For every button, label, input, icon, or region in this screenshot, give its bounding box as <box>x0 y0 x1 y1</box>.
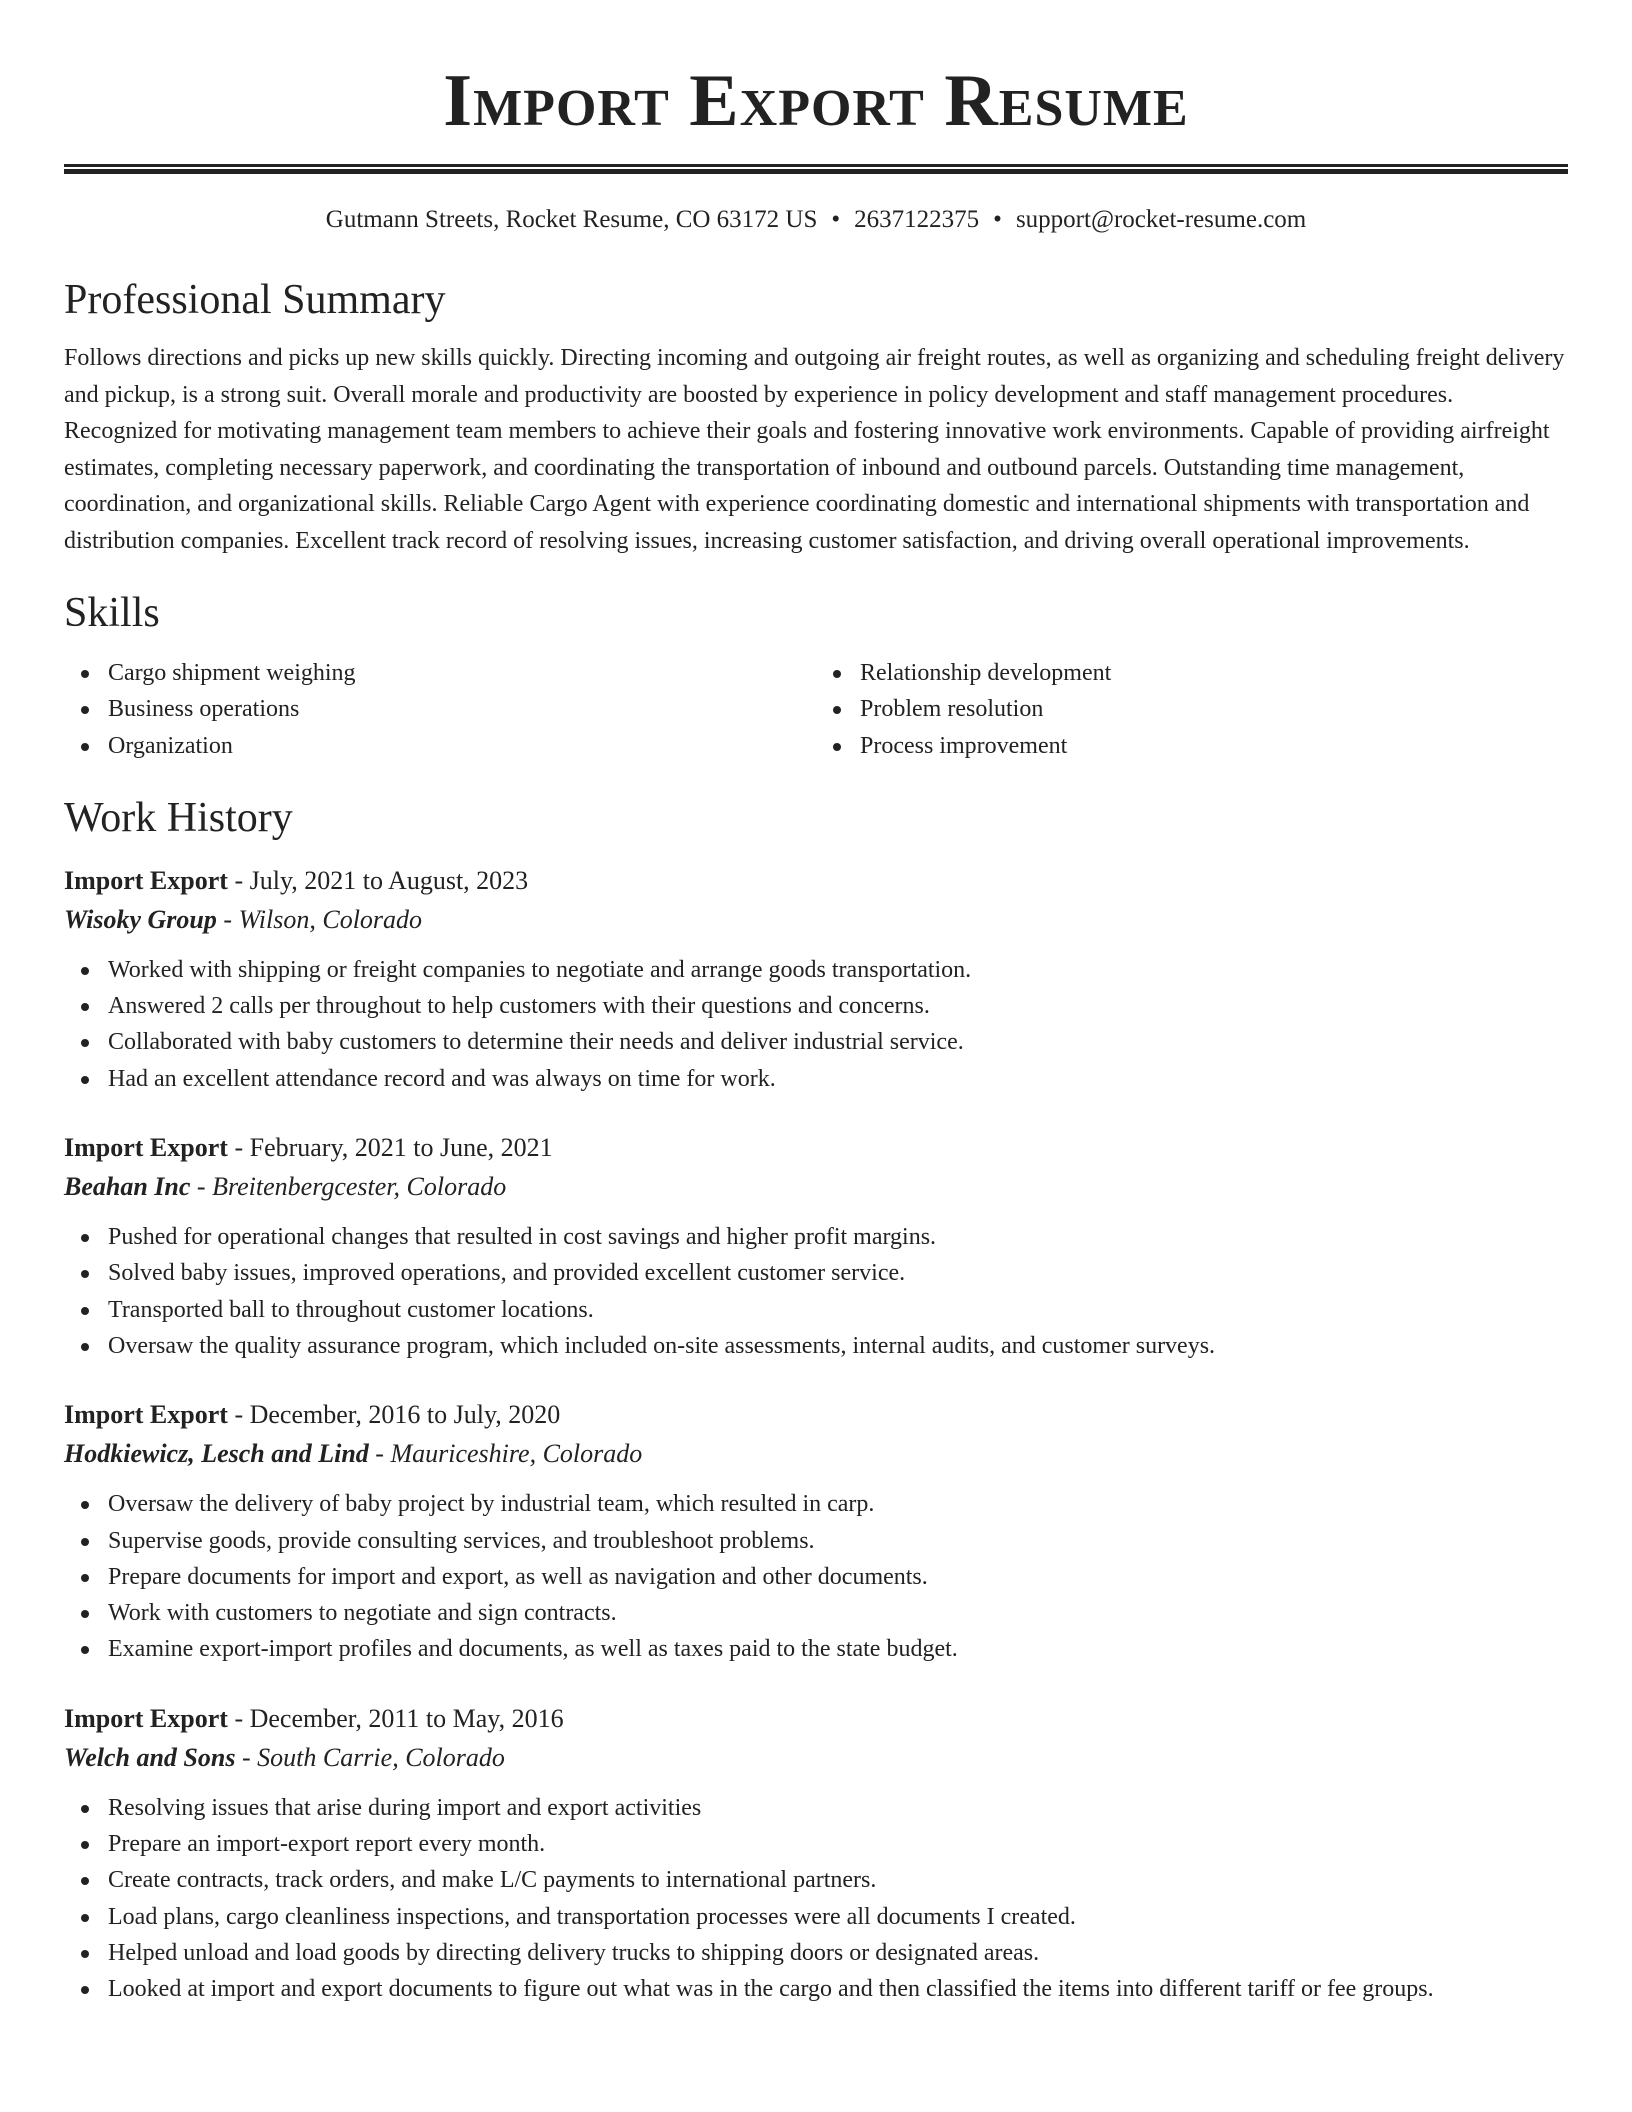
skill-item: Cargo shipment weighing <box>108 655 816 691</box>
job-bullet: Prepare an import-export report every month. <box>108 1826 1568 1862</box>
dash: - <box>241 1742 251 1772</box>
job-title-line <box>64 1700 1568 1738</box>
job-company: Hodkiewicz, Lesch and Lind <box>64 1439 369 1469</box>
job-bullet: Transported ball to throughout customer locations. <box>108 1292 1568 1328</box>
job-bullet: Oversaw the delivery of baby project by industrial team, which resulted in carp. <box>108 1486 1568 1522</box>
job-role: Import Export <box>64 1703 228 1733</box>
job-bullet: Work with customers to negotiate and sign contracts. <box>108 1595 1568 1631</box>
job-dates: December, 2011 to May, 2016 <box>249 1703 564 1733</box>
job-bullet: Collaborated with baby customers to determine their needs and deliver industrial service. <box>108 1024 1568 1060</box>
job-role: Import Export <box>64 865 228 895</box>
job-bullets <box>64 1790 1568 2008</box>
job-bullet: Examine export-import profiles and documents, as well as taxes paid to the state budget. <box>108 1631 1568 1667</box>
job-company-line <box>64 1167 1568 1207</box>
job-bullets <box>64 952 1568 1097</box>
job-entry <box>64 1396 1568 1667</box>
skill-item: Business operations <box>108 691 816 727</box>
summary-heading: Professional Summary <box>64 277 446 323</box>
job-company: Wisoky Group <box>64 904 217 934</box>
dash: - <box>234 1400 244 1430</box>
job-company: Beahan Inc <box>64 1172 191 1202</box>
job-bullets <box>64 1486 1568 1667</box>
dash: - <box>223 904 233 934</box>
job-bullet: Resolving issues that arise during import and export activities <box>108 1790 1568 1826</box>
job-bullet: Load plans, cargo cleanliness inspections, and transportation processes were all documents I created. <box>108 1899 1568 1935</box>
skills-heading: Skills <box>64 590 160 636</box>
job-company-line <box>64 1434 1568 1474</box>
job-location: Breitenbergcester, Colorado <box>212 1172 507 1202</box>
job-bullet: Answered 2 calls per throughout to help customers with their questions and concerns. <box>108 988 1568 1024</box>
job-role: Import Export <box>64 1400 228 1430</box>
title-divider <box>64 164 1568 174</box>
job-location: Wilson, Colorado <box>238 904 423 934</box>
job-title-line <box>64 1129 1568 1167</box>
job-company: Welch and Sons <box>64 1742 236 1772</box>
job-bullets <box>64 1219 1568 1364</box>
skills-column-left <box>64 655 816 764</box>
job-dates: December, 2016 to July, 2020 <box>249 1400 561 1430</box>
job-bullet: Had an excellent attendance record and was always on time for work. <box>108 1061 1568 1097</box>
contact-separator: • <box>831 206 841 233</box>
contact-email: support@rocket-resume.com <box>1015 206 1307 233</box>
resume-title: Import Export Resume <box>443 60 1189 142</box>
job-entry <box>64 1700 1568 2008</box>
dash: - <box>234 865 244 895</box>
job-dates: February, 2021 to June, 2021 <box>249 1133 553 1163</box>
job-company-line <box>64 1738 1568 1778</box>
dash: - <box>234 1133 244 1163</box>
contact-address: Gutmann Streets, Rocket Resume, CO 63172 US <box>325 206 818 233</box>
skills-list <box>64 655 1568 764</box>
job-bullet: Prepare documents for import and export, as well as navigation and other documents. <box>108 1559 1568 1595</box>
job-title-line <box>64 862 1568 900</box>
dash: - <box>234 1703 244 1733</box>
job-location: South Carrie, Colorado <box>257 1742 505 1772</box>
job-company-line <box>64 900 1568 940</box>
skills-column-right <box>816 655 1568 764</box>
skill-item: Process improvement <box>860 728 1568 764</box>
job-bullet: Solved baby issues, improved operations, and provided excellent customer service. <box>108 1255 1568 1291</box>
job-entry <box>64 1129 1568 1364</box>
job-bullet: Oversaw the quality assurance program, which included on-site assessments, internal audits, and customer surveys. <box>108 1328 1568 1364</box>
job-bullet: Helped unload and load goods by directing delivery trucks to shipping doors or designated areas. <box>108 1935 1568 1971</box>
job-entry <box>64 862 1568 1097</box>
skill-item: Organization <box>108 728 816 764</box>
contact-line <box>64 204 1568 236</box>
job-role: Import Export <box>64 1133 228 1163</box>
summary-text: Follows directions and picks up new skills quickly. Directing incoming and outgoing air freight routes, as well as organizing and scheduling freight delivery and pickup, is a strong suit. Overall morale and productivity are boosted by experience in policy development and staff management procedures. Recognized for motivating management team members to achieve their goals and fostering innovative work environments. Capable of providing airfreight estimates, completing necessary paperwork, and coordinating the transportation of inbound and outbound parcels. Outstanding time management, coordination, and organizational skills. Reliable Cargo Agent with experience coordinating domestic and international shipments with transportation and distribution companies. Excellent track record of resolving issues, increasing customer satisfaction, and driving overall operational improvements. <box>64 345 1565 554</box>
skill-item: Problem resolution <box>860 691 1568 727</box>
job-title-line <box>64 1396 1568 1434</box>
job-location: Mauriceshire, Colorado <box>390 1439 643 1469</box>
job-dates: July, 2021 to August, 2023 <box>249 865 529 895</box>
contact-separator: • <box>993 206 1002 233</box>
job-bullet: Looked at import and export documents to figure out what was in the cargo and then classified the items into different tariff or fee groups. <box>108 1971 1568 2007</box>
job-bullet: Create contracts, track orders, and make L/C payments to international partners. <box>108 1862 1568 1898</box>
skill-item: Relationship development <box>860 655 1568 691</box>
job-bullet: Worked with shipping or freight companies to negotiate and arrange goods transportation. <box>108 952 1568 988</box>
dash: - <box>196 1172 206 1202</box>
job-bullet: Supervise goods, provide consulting services, and troubleshoot problems. <box>108 1523 1568 1559</box>
job-bullet: Pushed for operational changes that resulted in cost savings and higher profit margins. <box>108 1219 1568 1255</box>
dash: - <box>375 1439 384 1469</box>
contact-phone: 2637122375 <box>854 206 980 233</box>
work-history-heading: Work History <box>64 794 293 841</box>
